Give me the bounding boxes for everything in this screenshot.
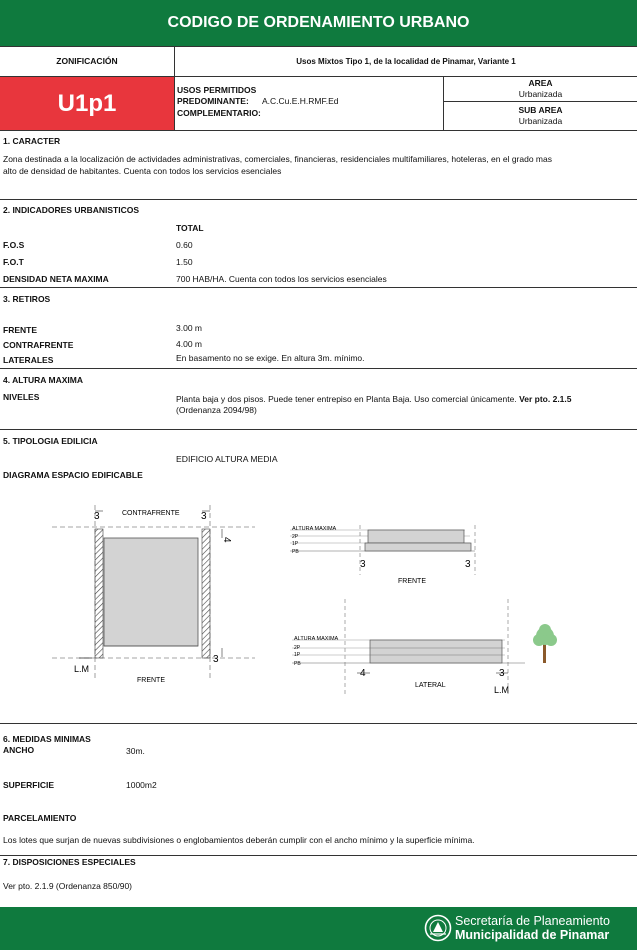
complementario-label: COMPLEMENTARIO: bbox=[177, 108, 261, 118]
ancho-value: 30m. bbox=[126, 746, 145, 756]
retiro-contrafrente-value: 4.00 m bbox=[176, 339, 202, 349]
usos-permitidos-label: USOS PERMITIDOS bbox=[177, 85, 257, 95]
fos-label: F.O.S bbox=[3, 240, 25, 250]
retiro-laterales-value: En basamento no se exige. En altura 3m. mínimo. bbox=[176, 353, 365, 363]
ancho-label: ANCHO bbox=[3, 745, 35, 755]
niveles-ordenanza: (Ordenanza 2094/98) bbox=[176, 405, 257, 415]
zonificacion-description: Usos Mixtos Tipo 1, de la localidad de Pinamar, Variante 1 bbox=[296, 56, 516, 66]
area-label: AREA bbox=[528, 78, 553, 88]
subarea-value: Urbanizada bbox=[518, 116, 563, 126]
frente-pb: PB bbox=[292, 549, 299, 555]
page-header bbox=[0, 0, 637, 47]
zonificacion-label: ZONIFICACIÓN bbox=[56, 56, 118, 66]
lateral-altura-maxima: ALTURA MAXIMA bbox=[294, 636, 339, 642]
zone-code-badge bbox=[0, 77, 174, 130]
plan-dim-contrafrente: 4 bbox=[221, 537, 232, 543]
frente-1p: 1P bbox=[292, 541, 299, 547]
caracter-text-line1: Zona destinada a la localización de actividades administrativas, comerciales, financieras, residenciales multifamiliares, hoteleras, en el grado mas bbox=[3, 154, 552, 164]
lateral-elevation-label: LATERAL bbox=[415, 682, 446, 689]
section-tipologia-title: 5. TIPOLOGIA EDILICIA bbox=[3, 436, 98, 446]
frente-dim-left: 3 bbox=[360, 559, 366, 570]
parcelamiento-label: PARCELAMIENTO bbox=[3, 813, 77, 823]
lateral-lm-label: L.M bbox=[494, 685, 510, 695]
municipal-logo-icon bbox=[424, 914, 452, 942]
section-medidas-title: 6. MEDIDAS MINIMAS bbox=[3, 734, 91, 744]
frente-elevation bbox=[290, 525, 475, 575]
frente-altura-maxima: ALTURA MAXIMA bbox=[292, 526, 337, 532]
niveles-text bbox=[176, 394, 572, 404]
frente-elevation-label: FRENTE bbox=[398, 578, 426, 585]
area-value: Urbanizada bbox=[518, 89, 563, 99]
lateral-2p: 2P bbox=[294, 645, 301, 651]
fos-value: 0.60 bbox=[176, 240, 193, 250]
fot-value: 1.50 bbox=[176, 257, 193, 267]
caracter-text-line2: alto de densidad de habitantes. Cuenta con todos los servicios esenciales bbox=[3, 166, 282, 176]
plan-view bbox=[52, 505, 255, 680]
plan-dim-frente: 3 bbox=[213, 654, 219, 665]
lateral-elevation bbox=[292, 599, 525, 695]
lateral-pb: PB bbox=[294, 661, 301, 667]
tree-icon bbox=[533, 624, 557, 663]
plan-lm-label: L.M bbox=[74, 664, 90, 674]
page-title: CODIGO DE ORDENAMIENTO URBANO bbox=[167, 14, 470, 31]
section-caracter-title: 1. CARACTER bbox=[3, 136, 61, 146]
tipologia-value: EDIFICIO ALTURA MEDIA bbox=[176, 454, 278, 464]
frente-2p: 2P bbox=[292, 534, 299, 540]
retiro-frente-value: 3.00 m bbox=[176, 323, 202, 333]
plan-dim-right: 3 bbox=[201, 511, 207, 522]
frente-dim-right: 3 bbox=[465, 559, 471, 570]
densidad-label: DENSIDAD NETA MAXIMA bbox=[3, 274, 109, 284]
diagram-title: DIAGRAMA ESPACIO EDIFICABLE bbox=[3, 470, 143, 480]
retiro-laterales-label: LATERALES bbox=[3, 355, 54, 365]
superficie-value: 1000m2 bbox=[126, 780, 157, 790]
retiro-frente-label: FRENTE bbox=[3, 325, 37, 335]
indicadores-total-header: TOTAL bbox=[176, 223, 204, 233]
predominante-label: PREDOMINANTE: bbox=[177, 96, 249, 106]
lateral-dim-left: 4 bbox=[360, 668, 366, 679]
footer-secretaria: Secretaría de Planeamiento bbox=[455, 914, 610, 928]
plan-contrafrente-label: CONTRAFRENTE bbox=[122, 510, 180, 517]
plan-frente-label: FRENTE bbox=[137, 677, 165, 684]
parcelamiento-text: Los lotes que surjan de nuevas subdivisiones o englobamientos deberán cumplir con el ancho mínimo y la superficie mínima. bbox=[3, 835, 475, 845]
niveles-reference: Ver pto. 2.1.5 bbox=[519, 394, 572, 404]
fot-label: F.O.T bbox=[3, 257, 24, 267]
retiro-contrafrente-label: CONTRAFRENTE bbox=[3, 340, 74, 350]
lateral-1p: 1P bbox=[294, 652, 301, 658]
section-altura-title: 4. ALTURA MAXIMA bbox=[3, 375, 83, 385]
predominante-value: A.C.Cu.E.H.RMF.Ed bbox=[262, 96, 339, 106]
footer-municipalidad: Municipalidad de Pinamar bbox=[455, 928, 610, 942]
section-disposiciones-title: 7. DISPOSICIONES ESPECIALES bbox=[3, 857, 136, 867]
lateral-dim-right: 3 bbox=[499, 668, 505, 679]
niveles-description: Planta baja y dos pisos. Puede tener entrepiso en Planta Baja. Uso comercial únicamente. bbox=[176, 394, 517, 404]
disposiciones-text: Ver pto. 2.1.9 (Ordenanza 850/90) bbox=[3, 881, 133, 891]
edificable-diagram bbox=[0, 485, 637, 722]
section-indicadores-title: 2. INDICADORES URBANISTICOS bbox=[3, 205, 140, 215]
zone-code: U1p1 bbox=[57, 89, 117, 117]
subarea-label: SUB AREA bbox=[518, 105, 563, 115]
superficie-label: SUPERFICIE bbox=[3, 780, 55, 790]
section-retiros-title: 3. RETIROS bbox=[3, 294, 51, 304]
plan-dim-left: 3 bbox=[94, 511, 100, 522]
densidad-value: 700 HAB/HA. Cuenta con todos los servicios esenciales bbox=[176, 274, 387, 284]
niveles-label: NIVELES bbox=[3, 392, 40, 402]
